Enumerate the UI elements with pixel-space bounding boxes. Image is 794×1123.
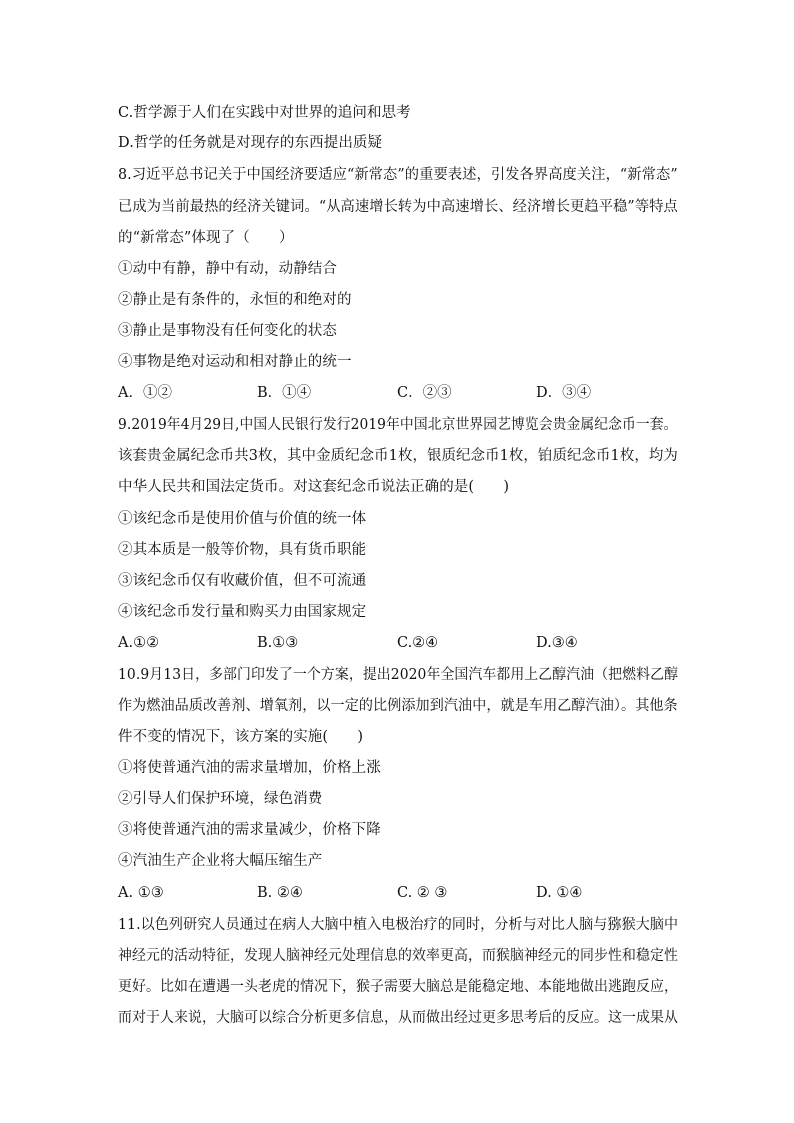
q11-stem-line-4: 而对于人来说，大脑可以综合分析更多信息，从而做出经过更多思考后的反应。这一成果从 [118,1010,678,1026]
q10-option-d: D. ①④ [536,885,583,901]
q10-statement-4: ④汽油生产企业将大幅压缩生产 [118,853,323,869]
q9-statement-4: ④该纪念币发行量和购买力由国家规定 [118,604,367,620]
q10-statement-1: ①将使普通汽油的需求量增加，价格上涨 [118,760,381,776]
q9-option-a: A.①② [118,635,160,651]
q9-statement-1: ①该纪念币是使用价值与价值的统一体 [118,511,367,527]
q10-options [118,884,678,902]
q10-statement-3: ③将使普通汽油的需求量减少，价格下降 [118,822,381,838]
q8-statement-4: ④事物是绝对运动和相对静止的统一 [118,354,352,370]
q9-statement-2: ②其本质是一般等价物，具有货币职能 [118,542,367,558]
q8-option-d: D．③④ [536,385,592,401]
q10-option-a: A. ①③ [118,885,164,901]
q9-option-c: C.②④ [397,635,439,651]
q8-stem-line-2: 已成为当前最热的经济关键词。“从高速增长转为中高速增长、经济增长更趋平稳”等特点 [118,199,678,215]
q10-option-c: C. ② ③ [397,885,448,901]
q9-stem-line-2: 该套贵金属纪念币共3枚，其中金质纪念币1枚，银质纪念币1枚，铂质纪念币1枚，均为 [118,448,678,464]
q8-option-b: B．①④ [257,385,312,401]
q9-options [118,634,678,652]
q10-stem-line-3: 件不变的情况下，该方案的实施( ) [118,729,364,745]
q10-stem-line-2: 作为燃油品质改善剂、增氧剂，以一定的比例添加到汽油中，就是车用乙醇汽油）。其他条 [118,698,678,714]
q8-option-c: C．②③ [397,385,452,401]
q9-option-d: D.③④ [536,635,578,651]
q10-stem-line-1: 10.9月13日，多部门印发了一个方案，提出2020年全国汽车都用上乙醇汽油（把燃料乙醇 [118,667,679,683]
q8-options [118,384,678,402]
q9-stem-line-1: 9.2019年4月29日,中国人民银行发行2019年中国北京世界园艺博览会贵金属纪念币一套。 [118,417,678,433]
q7-option-c: C.哲学源于人们在实践中对世界的追问和思考 [118,105,411,121]
q8-statement-3: ③静止是事物没有任何变化的状态 [118,323,337,339]
q10-statement-2: ②引导人们保护环境，绿色消费 [118,791,323,807]
q11-stem-line-1: 11.以色列研究人员通过在病人大脑中植入电极治疗的同时，分析与对比人脑与猕猴大脑中 [118,917,679,933]
q11-stem-line-3: 更好。比如在遭遇一头老虎的情况下，猴子需要大脑总是能稳定地、本能地做出逃跑反应， [118,979,678,995]
q8-stem-line-3: 的“新常态”体现了（ ） [118,230,294,246]
q9-stem-line-3: 中华人民共和国法定货币。对这套纪念币说法正确的是( ) [118,479,510,495]
q8-statement-1: ①动中有静，静中有动，动静结合 [118,261,337,277]
q9-option-b: B.①③ [257,635,299,651]
q7-option-d: D.哲学的任务就是对现存的东西提出质疑 [118,135,383,151]
q11-stem-line-2: 神经元的活动特征，发现人脑神经元处理信息的效率更高，而猴脑神经元的同步性和稳定性 [118,948,678,964]
q8-stem-line-1: 8.习近平总书记关于中国经济要适应“新常态”的重要表述，引发各界高度关注，“新常态” [118,167,678,183]
q8-statement-2: ②静止是有条件的，永恒的和绝对的 [118,292,352,308]
q10-option-b: B. ②④ [257,885,303,901]
q8-option-a: A．①② [118,385,172,401]
q9-statement-3: ③该纪念币仅有收藏价值，但不可流通 [118,573,367,589]
